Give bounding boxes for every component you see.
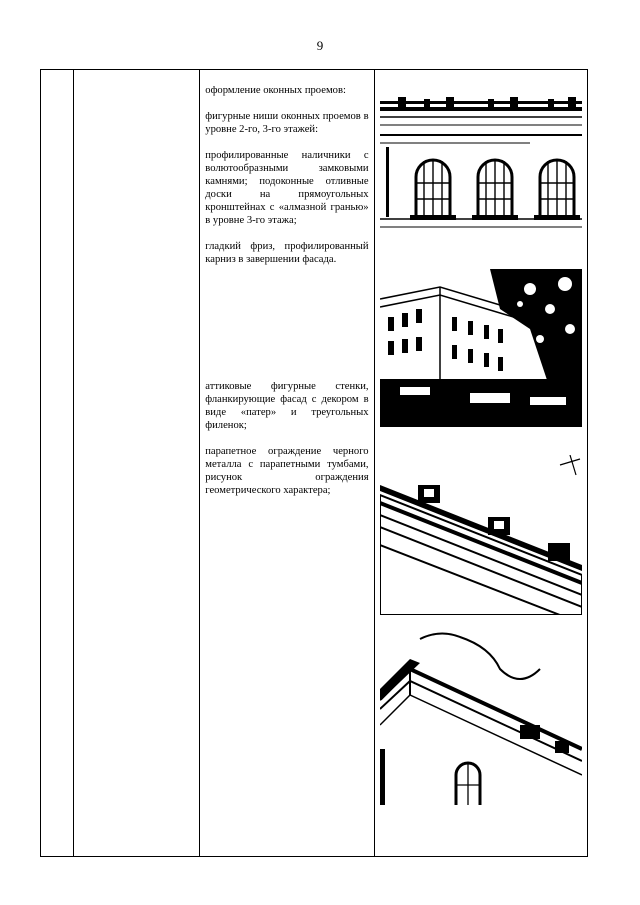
- table-cell-photos: [374, 70, 587, 857]
- table-cell-element: [74, 70, 200, 857]
- description-paragraph: аттиковые фигурные стенки, фланкирующие фасад с декором в виде «патер» и треугольных филенок;: [205, 381, 369, 431]
- description-paragraph: оформление оконных проемов:: [205, 85, 346, 96]
- table-row: [41, 70, 588, 857]
- description-paragraph: гладкий фриз, профилированный карниз в завершении фасада.: [205, 241, 369, 265]
- description-paragraph: парапетное ограждение черного металла с парапетными тумбами, рисунок ограждения геометрического характера;: [205, 446, 369, 496]
- description-table: [40, 69, 588, 857]
- table-cell-number: [41, 70, 74, 857]
- attic-wall-photo: [380, 629, 582, 805]
- description-paragraph: фигурные ниши оконных проемов в уровне 2-го, 3-го этажей:: [205, 111, 369, 135]
- page-number: 9: [316, 38, 324, 53]
- cornice-parapet-photo: [380, 455, 582, 615]
- description-paragraph: профилированные наличники с волютообразными замковыми камнями; подоконные отливные доски на прямоугольных кронштейнах с «алмазной гранью» в уровне 3-го этажа;: [205, 150, 369, 226]
- table-cell-description: [200, 70, 374, 857]
- facade-windows-photo: [380, 87, 582, 237]
- building-corner-photo: [380, 269, 582, 427]
